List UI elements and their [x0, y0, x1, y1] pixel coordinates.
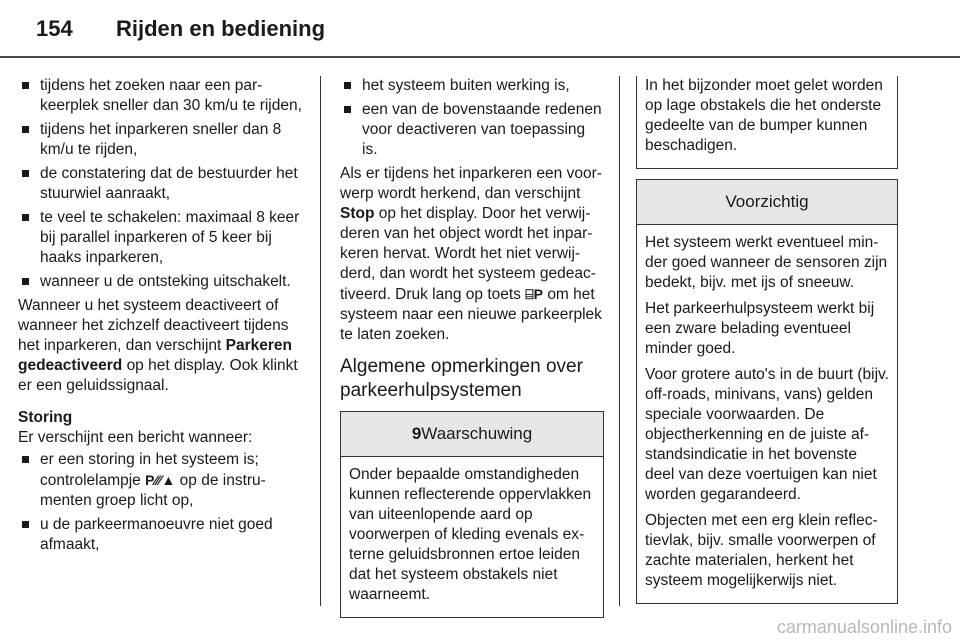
- list-item: een van de bovenstaande redenen voor deactiveren van toepassing is.: [340, 100, 604, 160]
- list-item: de constatering dat de bestuurder het stuurwiel aanraakt,: [18, 164, 310, 204]
- list-item: te veel te schakelen: maximaal 8 keer bij parallel inparkeren of 5 keer bij haaks inparkeren,: [18, 208, 310, 268]
- column-1: [18, 76, 310, 559]
- list-item: het systeem buiten werking is,: [340, 76, 604, 96]
- parking-warning-icon: P⁄⁄⁄▲: [145, 472, 176, 488]
- list-item: u de parkeermanoeuvre niet goed afmaakt,: [18, 515, 310, 555]
- caution-paragraph: Het systeem werkt eventueel minder goed wanneer de sensoren zijn bedekt, bijv. met ijs of sneeuw.: [645, 234, 888, 291]
- caution-header: Voorzichtig: [637, 180, 897, 225]
- storing-intro: Er verschijnt een bericht wanneer:: [18, 429, 253, 446]
- storing-list: [18, 450, 310, 555]
- list-item: tijdens het zoeken naar een parkeerplek sneller dan 30 km/u te rijden,: [18, 76, 310, 116]
- note-body: In het bijzonder moet gelet worden op lage obstakels die het onderste gedeelte van de bumper kunnen beschadigen.: [645, 77, 883, 154]
- warning-box: [340, 411, 604, 618]
- deactivation-list: [18, 76, 310, 292]
- storing-heading: Storing: [18, 409, 73, 426]
- warning-icon: 9: [411, 424, 422, 443]
- note-box: [636, 76, 898, 169]
- column-3: [636, 76, 898, 604]
- header-rule: [0, 56, 960, 58]
- page-title: Rijden en bediening: [116, 16, 326, 41]
- caution-paragraph: Voor grotere auto's in de buurt (bijv. off-roads, minivans, vans) gelden speciale voorwaarden. De objectherkenning en de juiste afstandsindicatie in het bovenste deel van deze voertuigen kan niet worden gegarandeerd.: [645, 366, 889, 503]
- caution-paragraph: Het parkeerhulpsysteem werkt bij een zware belading eventueel minder goed.: [645, 300, 875, 357]
- watermark: carmanualsonline.info: [776, 617, 952, 637]
- caution-body: [637, 225, 897, 603]
- column-2: [340, 76, 604, 618]
- column-divider-2: [619, 76, 620, 606]
- list-item: tijdens het inparkeren sneller dan 8 km/u te rijden,: [18, 120, 310, 160]
- parking-button-icon: ⌸P: [525, 286, 543, 302]
- section-title: Algemene opmerkingen over parkeerhulpsystemen: [340, 356, 583, 401]
- warning-header: [341, 412, 603, 457]
- page-header: [36, 16, 325, 42]
- list-item: wanneer u de ontsteking uitschakelt.: [18, 272, 310, 292]
- deactivation-paragraph: Wanneer u het systeem deactiveert of wanneer het zichzelf deactiveert tijdens het inparkeren, dan verschijnt Parkeren gedeactiveerd op het display. Ook klinkt er een geluidssignaal.: [18, 297, 298, 394]
- column-divider-1: [320, 76, 321, 606]
- continued-list: [340, 76, 604, 160]
- warning-body: Onder bepaalde omstandigheden kunnen reflecterende oppervlakken van uiteenlopende aard op voorwerpen of kleding evenals externe geluidsbronnen ertoe leiden dat het systeem obstakels niet waarneemt.: [349, 466, 592, 603]
- stop-paragraph: Als er tijdens het inparkeren een voorwerp wordt herkend, dan verschijnt Stop op het display. Door het verwijderen van het object wordt het inparkeren hervat. Wordt het niet verwijderd, dan wordt het systeem gedeactiveerd. Druk lang op toets ⌸P om het systeem naar een nieuwe parkeerplek te laten zoeken.: [340, 165, 602, 343]
- page-number: 154: [36, 16, 73, 41]
- caution-paragraph: Objecten met een erg klein reflectievlak, bijv. smalle voorwerpen of zachte materialen, herkent het systeem mogelijkerwijs niet.: [645, 512, 878, 589]
- caution-box: [636, 179, 898, 604]
- warning-title: Waarschuwing: [421, 424, 533, 443]
- list-item: er een storing in het systeem is; controlelampje P⁄⁄⁄▲ op de instrumenten groep licht op,: [18, 450, 310, 511]
